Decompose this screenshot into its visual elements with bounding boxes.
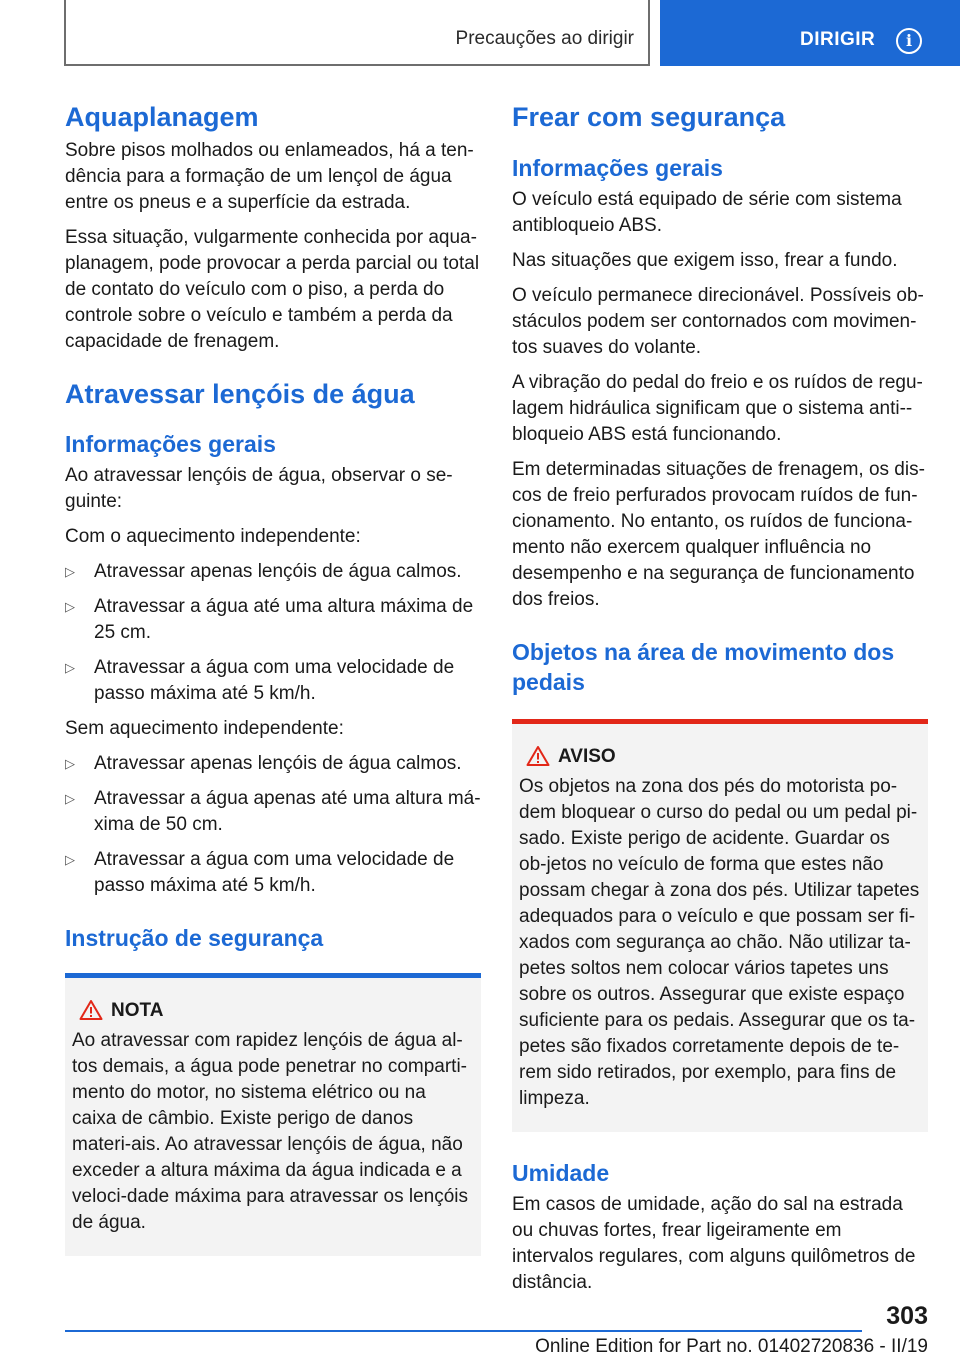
- general-paragraph: Ao atravessar lençóis de água, observar o se‐guinte:: [65, 465, 453, 512]
- without-heating-label: Sem aquecimento independente:: [65, 718, 344, 739]
- header-section-title: Precauções ao dirigir: [455, 28, 634, 49]
- warning-text: Os objetos na zona dos pés do motorista po‐dem bloquear o curso do pedal ou um pedal pi‐sado. Existe perigo de acidente. Guardar os ob‐jetos no veículo de forma que estes não possam chegar à zona dos pés. Utilizar tapetes adequados para o veículo e que possam ser fi‐xados com segurança ao chão. Não utilizar ta‐petes soltos nem colocar vários tapetes uns sobre os outros. Assegurar que existe espaço suficiente para os pedais. Assegurar que os ta‐petes são fixados corretamente depois de te‐rem sido retirados, por exemplo, para fins de limpeza.: [519, 776, 920, 1109]
- brake-paragraph-5: Em determinadas situações de frenagem, os dis‐cos de freio perfurados provocam ruídos de fun‐cionamento. No entanto, os ruídos de funciona‐mento não exercem qualquer influência no desempenho e na segurança de funcionamento dos freios.: [512, 459, 925, 610]
- right-column: [512, 100, 928, 1296]
- warning-box: [512, 719, 928, 1132]
- heading-instrucao-seguranca: Instrução de segurança: [65, 925, 324, 951]
- triangle-bullet-icon: ▷: [65, 756, 75, 771]
- info-icon[interactable]: i: [896, 28, 922, 54]
- brake-paragraph-1: O veículo está equipado de série com sistema antibloqueio ABS.: [512, 189, 902, 236]
- triangle-bullet-icon: ▷: [65, 599, 75, 614]
- warning-triangle-icon: [79, 999, 103, 1021]
- triangle-bullet-icon: ▷: [65, 852, 75, 867]
- list-item: ▷ Atravessar a água com uma velocidade de passo máxima até 5 km/h.: [65, 849, 455, 896]
- with-heating-list: [65, 559, 481, 707]
- aqua-paragraph-1: Sobre pisos molhados ou enlameados, há a ten‐dência para a formação de um lençol de água entre os pneus e a superfície da estrada.: [65, 140, 474, 213]
- heading-informacoes-gerais-right: Informações gerais: [512, 155, 723, 181]
- note-title: NOTA: [72, 998, 475, 1024]
- list-item: ▷ Atravessar apenas lençóis de água calmos.: [65, 559, 481, 585]
- heading-atravessar: Atravessar lençóis de água: [65, 379, 415, 409]
- humidity-paragraph: Em casos de umidade, ação do sal na estrada ou chuvas fortes, frear ligeiramente em intervalos regulares, com alguns quilômetros de distância.: [512, 1194, 916, 1293]
- header-section-box: [64, 0, 650, 66]
- header-chapter-label: DIRIGIR: [800, 29, 876, 50]
- list-item: ▷ Atravessar a água com uma velocidade de passo máxima até 5 km/h.: [65, 657, 455, 704]
- heading-umidade: Umidade: [512, 1160, 610, 1186]
- with-heating-label: Com o aquecimento independente:: [65, 526, 361, 547]
- footer-edition: Online Edition for Part no. 01402720836 - II/19: [535, 1336, 928, 1357]
- brake-paragraph-4: A vibração do pedal do freio e os ruídos de regu‐lagem hidráulica significam que o sistema anti‐-bloqueio ABS está funcionando.: [512, 372, 923, 445]
- aqua-paragraph-2: Essa situação, vulgarmente conhecida por aqua‐planagem, pode provocar a perda parcial ou total de contato do veículo com o piso, a perda do controle sobre o veículo e também a perda da capacidade de frenagem.: [65, 227, 480, 352]
- list-item: ▷ Atravessar a água apenas até uma altura má‐xima de 50 cm.: [65, 788, 481, 835]
- note-text: Ao atravessar com rapidez lençóis de água al‐tos demais, a água pode penetrar no comparti‐mento do motor, no sistema elétrico ou na caixa de câmbio. Existe perigo de danos materi‐ais. Ao atravessar lençóis de água, não exceder a altura máxima da água indicada e a veloci‐dade máxima para atravessar os lençóis de água.: [72, 1030, 469, 1233]
- without-heating-list: [65, 751, 481, 899]
- warning-triangle-icon: [526, 745, 550, 767]
- header-chapter-tab[interactable]: [660, 0, 960, 66]
- triangle-bullet-icon: ▷: [65, 791, 75, 806]
- page-number: 303: [886, 1302, 928, 1330]
- triangle-bullet-icon: ▷: [65, 564, 75, 579]
- heading-aquaplanagem: Aquaplanagem: [65, 102, 259, 132]
- footer-rule: [65, 1330, 862, 1332]
- triangle-bullet-icon: ▷: [65, 660, 75, 675]
- heading-objetos-pedais: Objetos na área de movimento dos pedais: [512, 639, 895, 695]
- list-item: ▷ Atravessar apenas lençóis de água calmos.: [65, 751, 481, 777]
- heading-frear-seguranca: Frear com segurança: [512, 102, 786, 132]
- list-item: ▷ Atravessar a água até uma altura máxima de 25 cm.: [65, 596, 474, 643]
- note-box: [65, 973, 481, 1256]
- warning-title: AVISO: [519, 744, 922, 770]
- brake-paragraph-2: Nas situações que exigem isso, frear a fundo.: [512, 250, 898, 271]
- left-column: [65, 100, 481, 1256]
- heading-informacoes-gerais-left: Informações gerais: [65, 431, 276, 457]
- brake-paragraph-3: O veículo permanece direcionável. Possíveis ob‐stáculos podem ser contornados com movimen‐tos suaves do volante.: [512, 285, 924, 358]
